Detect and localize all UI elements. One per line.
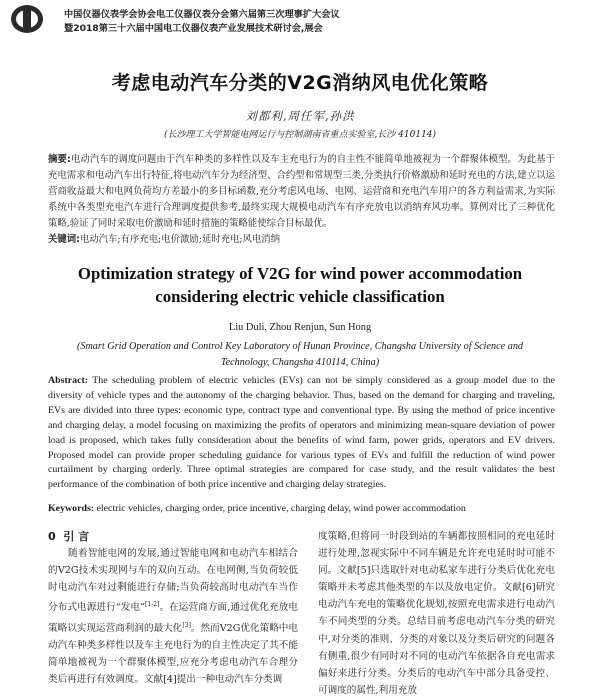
abstract-cn	[48, 152, 555, 232]
header-line-1: 中国仪器仪表学会协会电工仪器仪表分会第六届第三次理事扩大会议	[64, 9, 340, 20]
keywords-en-text: electric vehicles, charging order, price incentive, charging delay, wind power accommodation	[96, 503, 466, 514]
authors-en: Liu Duli, Zhou Renjun, Sun Hong	[228, 322, 372, 333]
abstract-en-label: Abstract:	[48, 375, 89, 386]
abstract-en-text: The scheduling problem of electric vehicles (EVs) can not be simply considered as a group model due to the diversity of vehicle types and the autonomy of the charging behavior. Thus, based on the demand for charging and traveling, EVs are divided into three types: economic type, contract type and conventional type. By using the method of price incentive and charging delay, a model focusing on maximizing the profits of operators and minimizing mean-square deviation of power load is proposed, which takes fully consideration about the benefits of wind farm, power grids, operators and EV drivers. Proposed model can provide proper scheduling guidance for various types of EVs and fulfill the reduction of wind power curtailment by charging orderly. Three optimal strategies are compared for case study, and the result validates the best performance of the combination of both price incentive and charging delay strategies.	[48, 375, 555, 491]
abstract-en	[48, 374, 555, 493]
body-column-right: 度策略,但将同一时段到站的车辆都按照相同的充电延时进行处理,忽视实际中不同车辆是允许充电延时时可能不同。文献[5]只选取针对电动私家车进行分类后优化充电策略并未考虑其他类型的车以及放电定价。文献[6]研究电动汽车充电的策略优化规划,按照充电需求进行电动汽车不同类型的分类。总结目前考虑电动汽车分类的研究中,对分类的准则、分类的对象以及分类后研究的问题各有侧重,很少有同时对不同的电动汽车依据各自充电需求偏好来进行分类。分类后的电动汽车中部分具备受控、可调度的属性,利用充放	[318, 531, 555, 696]
page-title-cn: 考虑电动汽车分类的V2G消纳风电优化策略	[111, 72, 489, 94]
affiliation-en-line-2: Technology, Changsha 410114, China)	[220, 357, 380, 368]
citation-1: [1-2]	[145, 601, 160, 609]
body-left-text-3: 。然而V2G优化策略中电动汽车种类多样性以及车主充电行为的自主性决定了其不能简单地被视为一个群聚体模型,应充分考虑电动汽车合理分类后再进行有效调度。文献[4]提出一种电动汽车分类调	[48, 622, 299, 686]
section-number: 0	[48, 530, 56, 543]
keywords-en-label: Keywords:	[48, 503, 95, 514]
conference-logo	[10, 4, 44, 34]
header-line-2: 暨2018第三十六届中国电工仪器仪表产业发展技术研讨会,展会	[64, 23, 323, 34]
body-left-text-1: 随着智能电网的发展,通过智能电网和电动汽车相结合的V2G技术实现网与车的双向互动。在电网侧,当负荷较低时电动汽车对过剩能进行存储;当负荷较高时电动汽车当作分布式电源进行“发电”	[48, 548, 298, 614]
affiliation-en-line-1: (Smart Grid Operation and Control Key Laboratory of Hunan Province, Changsha University of Science and	[76, 341, 524, 352]
abstract-cn-text: 电动汽车的调度问题由于汽车种类的多样性以及车主充电行为的自主性不能简单地被视为一个群聚体模型。为此基于充电需求和电动汽车出行特征,将电动汽车分为经济型、合约型和常规型三类,分类执行价格激励和延时充电的方法,建立以运营商收益最大和电网负荷均方差最小的多目标函数,充分考虑风电场、电网、运营商和充电汽车用户的各方利益需求,为实际系统中各类型充电汽车进行合理调度提供参考,最终实现大规模电动汽车有序充放电以消纳弃风功率。算例对比了三种优化策略,验证了同时采取电价激励和延时措施的策略能使综合目标最优。	[48, 154, 555, 229]
affiliation-en	[40, 339, 560, 371]
keywords-cn-text: 电动汽车;有序充电;电价激励;延时充电;风电消纳	[79, 234, 281, 245]
section-heading	[48, 528, 89, 544]
body-column-left	[48, 545, 298, 688]
body-left-text-2: 。在运营商方面,通过优化充放电策略以实现运营商利润的最大化	[48, 602, 298, 634]
authors-cn: 刘都利,周任军,孙洪	[245, 109, 355, 123]
abstract-cn-label: 摘要:	[48, 154, 71, 165]
keywords-cn	[48, 232, 555, 248]
page-title-en-line-2: considering electric vehicle classification	[155, 287, 445, 306]
keywords-cn-label: 关键词:	[48, 234, 80, 245]
page-title-en-line-1: Optimization strategy of V2G for wind power accommodation	[77, 264, 523, 283]
section-title: 引 言	[63, 530, 90, 543]
affiliation-cn: (长沙理工大学智能电网运行与控制湖南省重点实验室,长沙 410114)	[163, 130, 437, 140]
keywords-en	[48, 503, 555, 514]
citation-2: [3]	[182, 621, 191, 629]
